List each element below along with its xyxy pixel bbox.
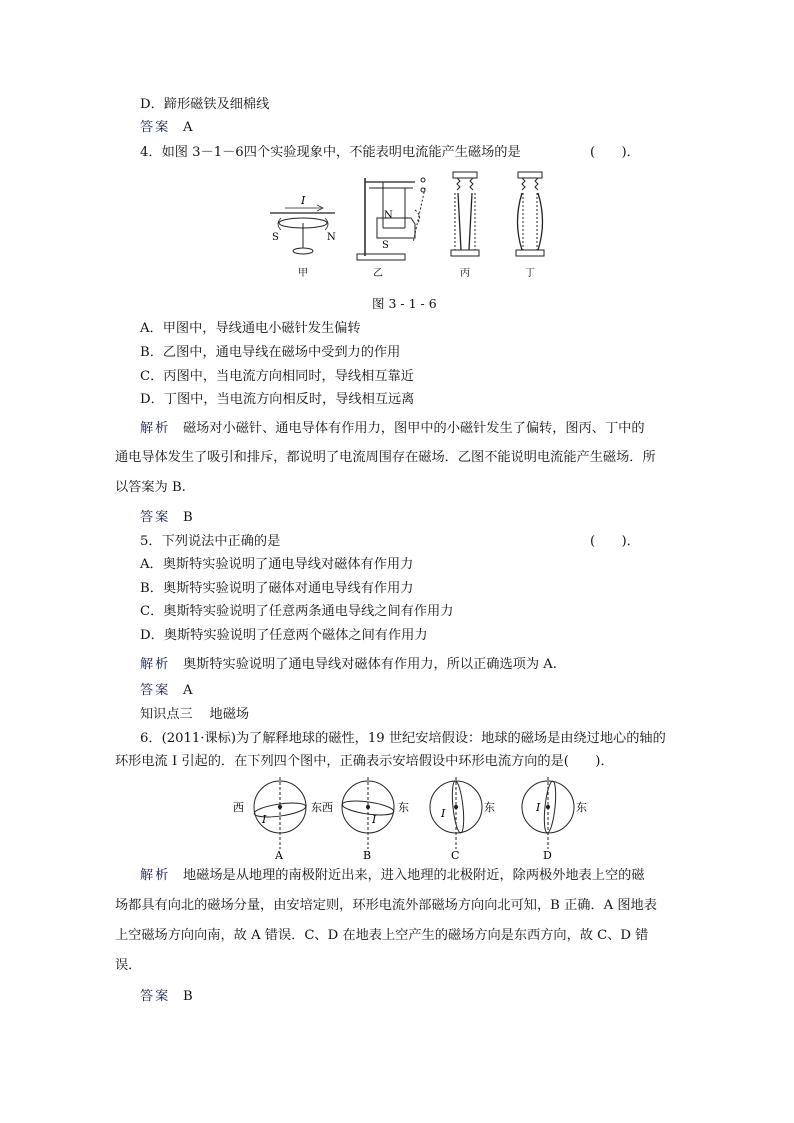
- q5-option-b: B．奥斯特实验说明了磁体对通电导线有作用力: [140, 581, 414, 596]
- q3-option-d: D．蹄形磁铁及细棉线: [140, 97, 270, 112]
- answer-value: A: [182, 683, 193, 698]
- east-label: 东: [484, 801, 495, 814]
- q6-analysis-line1: [140, 866, 645, 886]
- globe-b: [341, 777, 394, 849]
- q5-stem: 5．下列说法中正确的是: [140, 534, 281, 549]
- current-label: I: [441, 807, 446, 820]
- globe-d: [522, 777, 574, 849]
- q4-option-d: D．丁图中，当电流方向相反时，导线相互远离: [140, 392, 415, 407]
- globe-label-d: D: [543, 849, 552, 862]
- answer-value: A: [182, 120, 193, 135]
- figure-south-yi: S: [382, 240, 389, 251]
- q6-analysis-line3: 上空磁场方向向南，故 A 错误．C、D 在地表上空产生的磁场方向是东西方向，故 C、D 错: [115, 928, 649, 943]
- analysis-label: 解析: [140, 421, 171, 436]
- figure-south: S: [272, 232, 279, 243]
- figure-north-yi: N: [384, 210, 393, 221]
- current-label: I: [372, 813, 377, 826]
- east-label: 东: [398, 801, 409, 814]
- answer-value: B: [182, 510, 193, 525]
- figure-north: N: [327, 232, 336, 243]
- q4-answer-paren: ( )．: [590, 145, 640, 160]
- q6-answer-line: [140, 987, 193, 1007]
- figure-ding: [516, 172, 544, 256]
- panel-label-jia: 甲: [298, 268, 308, 279]
- q4-figure: [265, 168, 565, 283]
- q5-answer-line: [140, 681, 192, 701]
- section-label: 知识点三: [140, 707, 193, 722]
- panel-label-yi: 乙: [373, 268, 383, 279]
- q6-analysis-line4: 误．: [115, 958, 142, 973]
- q4-option-a: A．甲图中，导线通电小磁针发生偏转: [140, 321, 361, 336]
- q4-analysis-line1: [140, 419, 645, 439]
- q6-analysis-line2: 场都具有向北的磁场分量，由安培定则，环形电流外部磁场方向向北可知，B 正确．A 图地表: [115, 898, 657, 913]
- q6-figure: [230, 777, 590, 863]
- east-label: 东: [576, 801, 587, 814]
- analysis-label: 解析: [140, 868, 171, 883]
- current-label: I: [536, 801, 541, 814]
- west-label: 西: [322, 801, 333, 814]
- q5-analysis: [140, 655, 557, 675]
- analysis-text: 磁场对小磁针、通电导体有作用力，图甲中的小磁针发生了偏转，图丙、丁中的: [182, 421, 645, 436]
- q4-analysis-line2: 通电导体发生了吸引和排斥，都说明了电流周围存在磁场．乙图不能说明电流能产生磁场．所: [115, 450, 656, 465]
- answer-label: 答案: [140, 989, 171, 1004]
- west-label: 西: [233, 801, 244, 814]
- east-label: 东: [311, 801, 322, 814]
- q5-option-c: C．奥斯特实验说明了任意两条通电导线之间有作用力: [140, 604, 454, 619]
- q5-option-a: A．奥斯特实验说明了通电导线对磁体有作用力: [140, 557, 414, 572]
- panel-label-ding: 丁: [525, 268, 535, 279]
- globe-label-b: B: [363, 849, 372, 862]
- q5-answer-paren: ( )．: [590, 534, 640, 549]
- globe-label-c: C: [451, 849, 460, 862]
- globe-c: [430, 777, 482, 849]
- q4-analysis-line3: 以答案为 B.: [115, 480, 186, 495]
- figure-jia: [270, 205, 335, 254]
- analysis-label: 解析: [140, 657, 171, 672]
- q4-stem: 4．如图 3－1－6四个实验现象中，不能表明电流能产生磁场的是: [140, 145, 521, 160]
- analysis-text: 地磁场是从地理的南极附近出来，进入地理的北极附近，除两极外地表上空的磁: [182, 868, 645, 883]
- answer-value: B: [182, 989, 193, 1004]
- q4-option-c: C．丙图中，当电流方向相同时，导线相互靠近: [140, 369, 414, 384]
- answer-label: 答案: [140, 683, 171, 698]
- q5-option-d: D．奥斯特实验说明了任意两个磁体之间有作用力: [140, 628, 428, 643]
- section-heading: [140, 705, 249, 725]
- q6-stem-line1: 6．(2011·课标)为了解释地球的磁性，19 世纪安培假设：地球的磁场是由绕过地心的轴的: [140, 731, 666, 746]
- answer-label: 答案: [140, 510, 171, 525]
- q4-answer-line: [140, 508, 193, 528]
- panel-label-bing: 丙: [460, 268, 470, 279]
- globe-label-a: A: [275, 849, 283, 862]
- figure-bing: [451, 172, 479, 256]
- analysis-text: 奥斯特实验说明了通电导线对磁体有作用力，所以正确选项为 A.: [182, 657, 557, 672]
- q4-figure-caption: 图 3 - 1 - 6: [372, 296, 437, 311]
- answer-label: 答案: [140, 120, 171, 135]
- figure-current-i: I: [301, 194, 306, 207]
- current-label: I: [262, 813, 267, 826]
- q3-answer-line: [140, 118, 192, 138]
- q6-stem-line2: 环形电流 I 引起的．在下列四个图中，正确表示安培假设中环形电流方向的是( )．: [115, 754, 614, 769]
- section-title: 地磁场: [209, 707, 250, 722]
- q4-option-b: B．乙图中，通电导线在磁场中受到力的作用: [140, 345, 401, 360]
